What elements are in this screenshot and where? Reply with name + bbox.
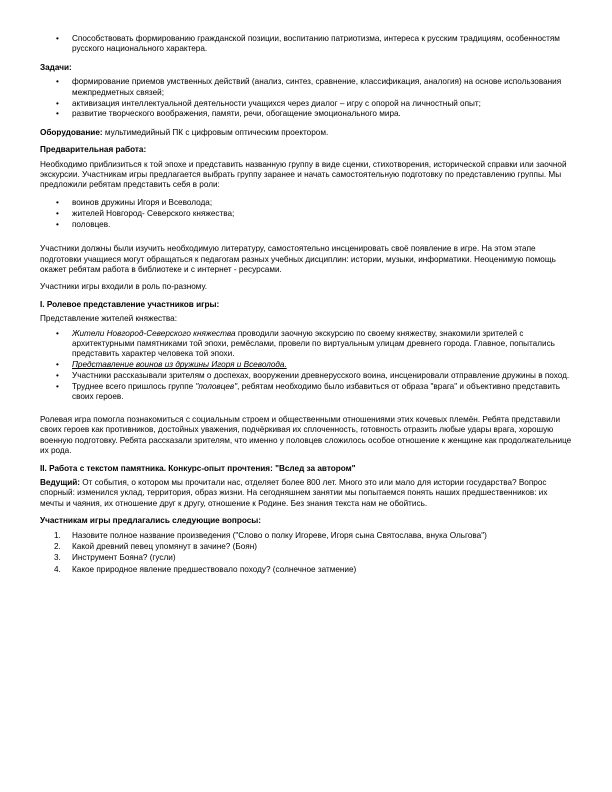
list-item: • Способствовать формированию гражданской позиции, воспитанию патриотизма, интереса к русским традициям, особенностям русского национального характера. xyxy=(56,34,560,54)
bullet-icon: • xyxy=(56,371,59,381)
questions-list xyxy=(40,531,572,576)
lead-text: От события, о котором мы прочитали нас, отделяет более 800 лет. Много это или мало для истории государства? Вопрос спорный: изменился уклад, территория, образ жизни. На сегодняшнем занятии мы попытаемся понять наших предшественников: их мечты и чаяния, их отношение друг к другу, отношение к Родине. Без знания текста нам не обойтись. xyxy=(40,477,548,508)
list-item: • активизация интеллектуальной деятельности учащихся через диалог – игру с опорой на личностный опыт; xyxy=(56,98,481,108)
bullet-icon: • xyxy=(56,77,59,87)
item-number: 3. xyxy=(54,553,61,563)
section1-title: I. Ролевое представление участников игры: xyxy=(40,299,220,309)
study-paragraph: Участники должны были изучить необходимую литературу, самостоятельно инсценировать своё появление в игре. На этом этапе подготовки учащиеся могут обращаться к педагогам разных учебных дисциплин: истории, музыки, информатики. Неоценимую помощь окажет ребятам работа в библиотеке и с интернет - ресурсами. xyxy=(40,244,556,274)
bullet-icon: • xyxy=(56,219,59,229)
questions-label: Участникам игры предлагались следующие вопросы: xyxy=(40,516,261,526)
bullet-icon: • xyxy=(56,98,59,108)
roles-list xyxy=(40,198,572,230)
bullet-icon: • xyxy=(56,34,59,43)
section2-title: II. Работа с текстом памятника. Конкурс-опыт прочтения: "Вслед за автором" xyxy=(40,463,356,473)
section1-list xyxy=(40,329,572,403)
list-item: • формирование приемов умственных действий (анализ, синтез, сравнение, классификация, аналогия) на основе использования межпредметных связей; xyxy=(56,77,562,97)
lead-label: Ведущий: xyxy=(40,477,81,487)
list-item: • развитие творческого воображения, памяти, речи, обогащение эмоционального мира. xyxy=(56,109,401,119)
list-item: • Представление воинов из дружины Игоря и Всеволода. xyxy=(56,360,287,370)
equipment-label: Оборудование: xyxy=(40,127,103,137)
list-item: • воинов дружины Игоря и Всеволода; xyxy=(56,197,213,207)
list-item: • Жители Новгород-Северского княжества проводили заочную экскурсию по своему княжеству, знакомили зрителей с архитектурными памятниками той эпохи, ремёслами, провели по виртуальным улицам древнего города. Главное, попытались представить характер человека той эпохи. xyxy=(56,328,555,359)
bullet-icon: • xyxy=(56,197,59,207)
goal-list xyxy=(40,34,572,55)
bullet-icon: • xyxy=(56,328,59,338)
document-content xyxy=(40,34,572,583)
prelim-label: Предварительная работа: xyxy=(40,145,147,155)
item-number: 2. xyxy=(54,541,61,551)
bullet-icon: • xyxy=(56,360,59,370)
bullet-icon: • xyxy=(56,382,59,392)
prelim-text: Необходимо приблизиться к той эпохе и представить названную группу в виде сценки, стихотворения, исторической справки или заочной экскурсии. Участникам игры предлагается выбрать группу заранее и начать самостоятельную подготовку по представлению группы. Мы предложили ребятам представить себя в роли: xyxy=(40,159,567,190)
tasks-list xyxy=(40,77,572,120)
tasks-label: Задачи: xyxy=(40,62,72,72)
list-item: • Участники рассказывали зрителям о доспехах, вооружении древнерусского воина, инсценировали отправление дружины в поход. xyxy=(56,371,570,381)
equipment-text: мультимедийный ПК с цифровым оптическим проектором. xyxy=(102,127,329,137)
bullet-icon: • xyxy=(56,208,59,218)
section1-intro: Представление жителей княжества: xyxy=(40,314,177,324)
item-number: 4. xyxy=(54,564,61,574)
bullet-icon: • xyxy=(56,109,59,119)
item-number: 1. xyxy=(54,530,61,540)
list-item: 2. Какой древний певец упомянут в зачине? (Боян) xyxy=(54,541,257,551)
list-item: • половцев. xyxy=(56,219,111,229)
roles-paragraph: Участники игры входили в роль по-разному. xyxy=(40,282,208,292)
lead-paragraph xyxy=(40,478,572,509)
list-item: 4. Какое природное явление предшествовало походу? (солнечное затмение) xyxy=(54,564,357,574)
list-item: 3. Инструмент Бояна? (гусли) xyxy=(54,553,176,563)
game-paragraph: Ролевая игра помогла познакомиться с социальным строем и общественными отношениями этих кочевых племён. Ребята представили своих героев как противников, достойных уважения, подчёркивая их сплоченность, готовность отразить любые удары врага, хорошую военную подготовку. Ребята рассказали зрителям, что именно у половцев сложилось особое отношение к женщине как продолжательнице их рода. xyxy=(40,414,572,456)
list-item: • жителей Новгород- Северского княжества; xyxy=(56,208,235,218)
list-item: 1. Назовите полное название произведения ("Слово о полку Игореве, Игоря сына Святослава, внука Ольгова") xyxy=(54,530,487,540)
equipment-paragraph xyxy=(40,128,572,138)
list-item: • Труднее всего пришлось группе "половцев", ребятам необходимо было избавиться от образа "врага" и объективно представить своих героев. xyxy=(56,382,560,402)
